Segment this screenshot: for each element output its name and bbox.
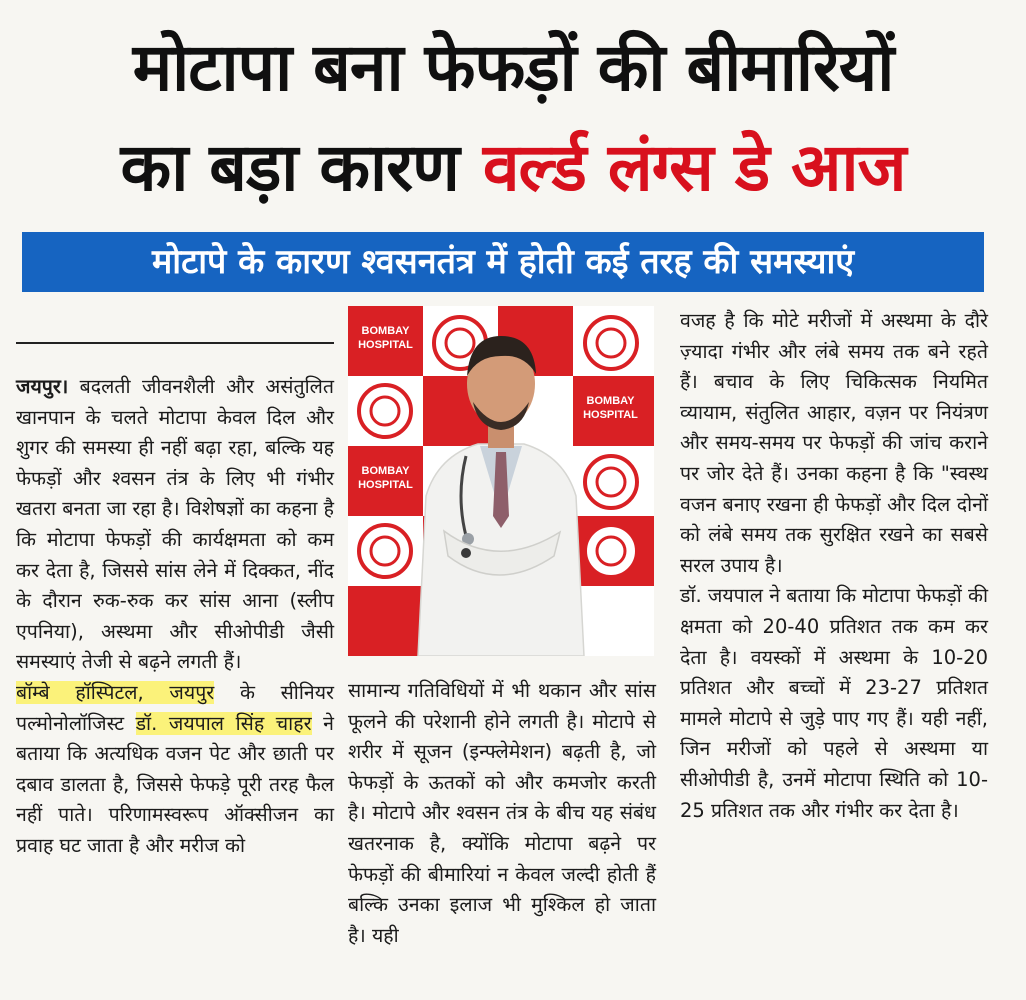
headline-black-text: का बड़ा कारण xyxy=(120,129,459,206)
paragraph-column-3b: डॉ. जयपाल ने बताया कि मोटापा फेफड़ों की क्षमता को 20-40 प्रतिशत तक कम कर देता है। वयस्कों में अस्थमा के 10-20 प्रतिशत और बच्चों में 23-27 प्रतिशत मामले मोटापे से जुड़े पाए गए हैं। यही नहीं, जिन मरीजों को पहले से अस्थमा या सीओपीडी है, उनमें मोटापा स्थिति को 10-25 प्रतिशत तक और गंभीर कर देता है। xyxy=(680,584,989,822)
hospital-logo-text: BOMBAY HOSPITAL xyxy=(358,325,413,351)
doctor-photo xyxy=(348,306,654,656)
hospital-logo-tile xyxy=(348,306,423,376)
hospital-logo-tile xyxy=(348,446,423,516)
paragraph-doctor-text: ने बताया कि अत्यधिक वजन पेट और छाती पर दबाव डालता है, जिससे फेफड़े पूरी तरह फैल नहीं पाते। परिणामस्वरूप ऑक्सीजन का प्रवाह घट जाता है और मरीज को xyxy=(16,711,334,857)
paragraph-intro-text: बदलती जीवनशैली और असंतुलित खानपान के चलते मोटापा केवल दिल और शुगर की समस्या ही नहीं बढ़ा रहा, बल्कि यह फेफड़ों और श्वसन तंत्र के लिए भी गंभीर खतरा बनता जा रहा है। विशेषज्ञों का कहना है कि मोटापा फेफड़ों की कार्यक्षमता को कम कर देता है, जिससे सांस लेने में दिक्कत, नींद के दौरान रुक-रुक कर सांस आना (स्लीप एपनिया), अस्थमा और सीओपीडी जैसी समस्याएं तेजी से बढ़ने लगती हैं। xyxy=(16,375,335,674)
hospital-logo-tile xyxy=(573,586,654,656)
article-column-2 xyxy=(348,676,656,951)
paragraph-intro xyxy=(16,372,334,678)
column-top-rule xyxy=(16,342,334,344)
hospital-logo-text: BOMBAY HOSPITAL xyxy=(583,605,638,631)
highlight-doctor-name: डॉ. जयपाल सिंह चाहर xyxy=(135,711,312,735)
highlight-hospital: बॉम्बे हॉस्पिटल, जयपुर xyxy=(16,680,215,704)
hospital-logo-tile xyxy=(573,376,654,446)
paragraph-doctor-text-mid: के सीनियर पल्मोनोलॉजिस्ट xyxy=(16,680,335,735)
paragraph-doctor xyxy=(16,678,334,862)
paragraph-column-2: सामान्य गतिविधियों में भी थकान और सांस फूलने की परेशानी होने लगती है। मोटापे से शरीर में सूजन (इन्फ्लेमेशन) बढ़ती है, जो फेफड़ों के ऊतकों को और कमजोर करती है। मोटापे और श्वसन तंत्र के बीच यह संबंध खतरनाक है, क्योंकि मोटापा बढ़ने पर फेफड़ों की बीमारियां न केवल जल्दी होती हैं बल्कि उनका इलाज भी मुश्किल हो जाता है। यही xyxy=(348,679,656,947)
article-column-1 xyxy=(16,372,334,862)
paragraph-column-3a: वजह है कि मोटे मरीजों में अस्थमा के दौरे ज़्यादा गंभीर और लंबे समय तक बने रहते हैं। बचाव के लिए चिकित्सक नियमित व्यायाम, संतुलित आहार, वज़न पर नियंत्रण और समय-समय पर फेफड़ों की जांच कराने पर जोर देते हैं। उनका कहना है कि "स्वस्थ वजन बनाए रखना ही फेफड़ों और दिल दोनों को लंबे समय तक सुरक्षित रखने का सबसे सरल उपाय है। xyxy=(680,309,988,577)
article-column-3 xyxy=(680,306,988,826)
headline-line-2 xyxy=(0,118,1026,218)
headline-line-1: मोटापा बना फेफड़ों की बीमारियों xyxy=(132,29,894,106)
subheadline-banner: मोटापे के कारण श्वसनतंत्र में होती कई तरह की समस्याएं xyxy=(22,232,984,292)
hospital-logo-text: BOMBAY HOSPITAL xyxy=(358,465,413,491)
dateline: जयपुर। xyxy=(16,375,69,398)
headline-red-text: वर्ल्ड लंग्स डे आज xyxy=(482,129,906,206)
hospital-logo-text: BOMBAY HOSPITAL xyxy=(583,395,638,421)
